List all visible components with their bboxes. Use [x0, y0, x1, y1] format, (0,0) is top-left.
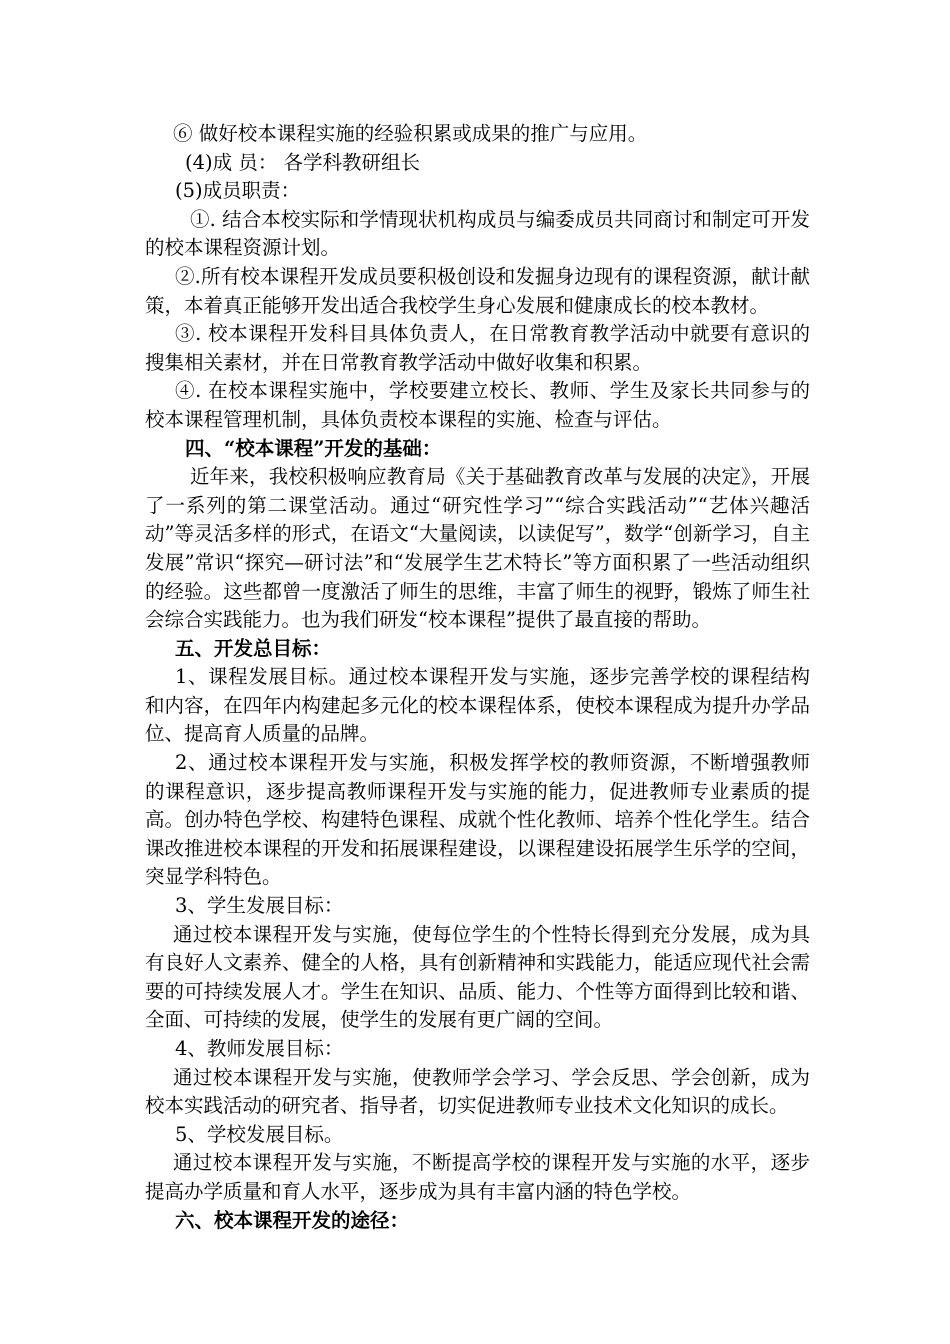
- paragraph-duty-1: ①. 结合本校实际和学情现状机构成员与编委成员共同商讨和制定可开发的校本课程资源计划。: [145, 207, 810, 260]
- paragraph-goal-3-body: 通过校本课程开发与实施，使每位学生的个性特长得到充分发展，成为具有良好人文素养、健全的人格，具有创新精神和实践能力，能适应现代社会需要的可持续发展人才。学生在知识、品质、能力、个性等方面得到比较和谐、全面、可持续的发展，使学生的发展有更广阔的空间。: [145, 922, 810, 1032]
- paragraph-member-duties-heading: (5)成员职责：: [175, 179, 301, 203]
- paragraph-item-6: ⑥ 做好校本课程实施的经验积累或成果的推广与应用。: [173, 122, 648, 145]
- document-page: [145, 120, 810, 1235]
- paragraph-members: (4)成 员： 各学科教研组长: [185, 150, 421, 174]
- section-heading-4: 四、“校本课程”开发的基础：: [185, 436, 442, 460]
- paragraph-duty-2: ②.所有校本课程开发成员要积极创设和发掘身边现有的课程资源，献计献策，本着真正能够开发出适合我校学生身心发展和健康成长的校本教材。: [145, 264, 810, 317]
- paragraph-goal-3-title: 3、学生发展目标：: [175, 894, 344, 918]
- paragraph-goal-5-title: 5、学校发展目标。: [175, 1122, 344, 1146]
- section-heading-6: 六、校本课程开发的途径：: [175, 1208, 410, 1232]
- paragraph-goal-1: 1、课程发展目标。通过校本课程开发与实施，逐步完善学校的课程结构和内容，在四年内构建起多元化的校本课程体系，使校本课程成为提升办学品位、提高育人质量的品牌。: [145, 665, 810, 746]
- paragraph-goal-4-title: 4、教师发展目标：: [175, 1037, 344, 1060]
- section-heading-5: 五、开发总目标：: [175, 636, 332, 660]
- paragraph-foundation: 近年来，我校积极响应教育局《关于基础教育改革与发展的决定》，开展了一系列的第二课堂活动。通过“研究性学习”“综合实践活动”“艺体兴趣活动”等灵活多样的形式，在语文“大量阅读，以读促写”，数学“创新学习，自主发展”常识“探究—研讨法”和“发展学生艺术特长”等方面积累了一些活动组织的经验。这些都曾一度激活了师生的思维，丰富了师生的视野，锻炼了师生社会综合实践能力。也为我们研发“校本课程”提供了最直接的帮助。: [145, 465, 810, 632]
- paragraph-goal-4-body: 通过校本课程开发与实施，使教师学会学习、学会反思、学会创新，成为校本实践活动的研究者、指导者，切实促进教师专业技术文化知识的成长。: [145, 1065, 810, 1118]
- paragraph-duty-4: ④. 在校本课程实施中，学校要建立校长、教师、学生及家长共同参与的校本课程管理机制，具体负责校本课程的实施、检查与评估。: [145, 379, 810, 431]
- paragraph-goal-5-body: 通过校本课程开发与实施，不断提高学校的课程开发与实施的水平，逐步提高办学质量和育人水平，逐步成为具有丰富内涵的特色学校。: [145, 1151, 810, 1203]
- paragraph-duty-3: ③. 校本课程开发科目具体负责人，在日常教育教学活动中就要有意识的搜集相关素材，并在日常教育教学活动中做好收集和积累。: [145, 322, 810, 374]
- paragraph-goal-2: 2、通过校本课程开发与实施，积极发挥学校的教师资源，不断增强教师的课程意识，逐步提高教师课程开发与实施的能力，促进教师专业素质的提高。创办特色学校、构建特色课程、成就个性化教师、培养个性化学生。结合课改推进校本课程的开发和拓展课程建设，以课程建设拓展学生乐学的空间，突显学科特色。: [145, 751, 810, 889]
